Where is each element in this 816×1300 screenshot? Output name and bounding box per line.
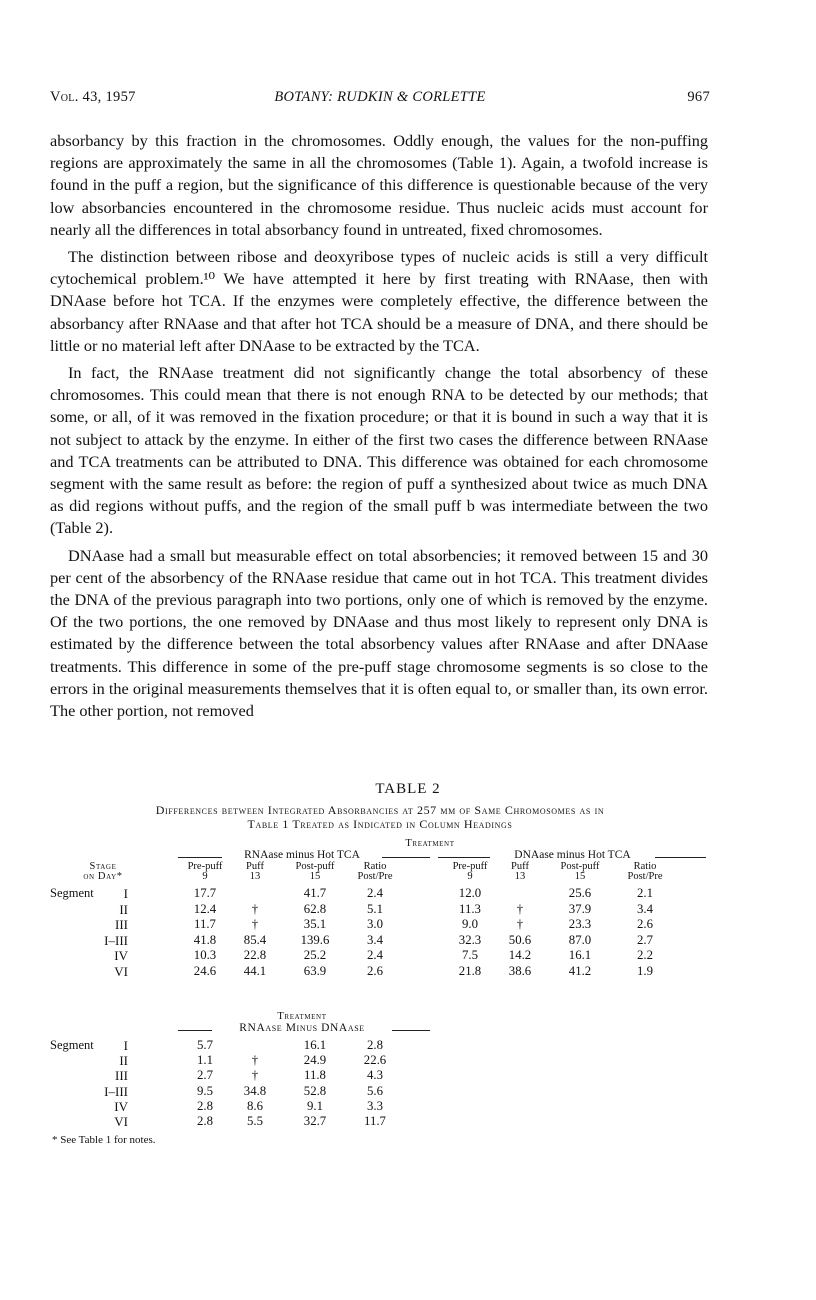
group1-label: RNAase minus Hot TCA [222,850,382,860]
table-cell: 25.2 [303,948,327,963]
table-cell: 37.9 [568,901,592,916]
column-header-sub: 15 [309,871,321,882]
table-cell: 11.3 [459,901,481,916]
table-cell: 5.1 [367,901,383,916]
table-cell: 87.0 [568,932,592,947]
table-cell: 63.9 [303,964,327,978]
table-cell: 2.2 [637,948,653,963]
table-cell: 24.9 [303,1053,327,1068]
table-cell: 2.8 [197,1114,213,1128]
table-cell: 22.6 [363,1053,387,1068]
table-cell: 41.2 [568,964,592,978]
table-cell: 2.8 [197,1098,213,1113]
table-cell: 2.6 [637,917,653,932]
table-cell: 34.8 [243,1083,267,1098]
table-cell: 7.5 [462,948,478,963]
table-caption-line: Table 1 Treated as Indicated in Column Headings [247,817,513,831]
table-cell: † [251,1068,259,1083]
segment-name: III [115,917,128,933]
table-cell: 52.8 [303,1083,327,1098]
segment-name: VI [114,1114,128,1129]
table-cell: 10.3 [193,948,217,963]
stage-label: Stage [89,861,117,872]
table-cell: 1.9 [637,964,653,978]
segment-name: I–III [104,932,128,948]
table-cell: 23.3 [568,917,592,932]
table-cell: † [251,901,259,916]
table-cell: 41.7 [303,886,327,900]
table-cell: 16.1 [303,1038,327,1052]
treatment-label: Treatment [405,838,455,849]
segment-name: IV [114,948,128,964]
paragraph: In fact, the RNAase treatment did not significantly change the total absorbency of these chromosomes. This could mean that there is not enough RNA to be detected by our methods; that some, or all, of it was removed in the fixation procedure; or that it is bound in such a way that it is not subject to attack by the enzyme. In either of the first two cases the difference between RNAase and TCA treatments can be attributed to DNA. This difference was obtained for each chromosome segment with the same result as before: the region of puff a synthesized about twice as much DNA as did regions without puffs, and the region of the small puff b was intermediate between the two (Table 2). [50,363,708,538]
paragraph: DNAase had a small but measurable effect on total absorbencies; it removed between 15 and 30 per cent of the absorbency of the RNAase residue that came out in hot TCA. This treatment divides the DNA of the previous paragraph into two portions, only one of which is removed by the enzyme. Of the two portions, the one removed by DNAase and thus most likely to represent only DNA is estimated by the difference between the total absorbency values after RNAase and after DNAase treatments. This difference in some of the pre-puff stage chromosome segments is so close to the errors in the original measurements themselves that it is often equal to, or smaller than, its own error. The other portion, not removed [50,545,708,721]
table-cell: 17.7 [193,886,217,900]
column-header-label: Ratio [363,861,387,872]
table-cell: 21.8 [458,964,482,978]
table-cell: 85.4 [243,932,267,947]
table-cell: 41.8 [193,932,217,947]
table-cell: 8.6 [247,1098,263,1113]
table-cell: 2.4 [367,886,383,900]
segment-name: IV [114,1098,128,1114]
paragraph: The distinction between ribose and deoxyribose types of nucleic acids is still a very difficult cytochemical problem.¹⁰ We have attempted it here by first treating with RNAase, then with DNAase before hot TCA. If the enzymes were completely effective, the difference between the absorbancy after RNAase and that after hot TCA should be a measure of DNA, and there should be little or no material left after DNAase to be extracted by the TCA. [50,247,708,355]
table-cell: 2.6 [367,964,383,978]
column-header-label: Pre-puff [452,861,488,872]
table-cell: 12.0 [458,886,482,900]
table-cell: 2.1 [637,886,653,900]
table-cell: 24.6 [193,964,217,978]
table-footnote: * See Table 1 for notes. [52,1134,156,1146]
table-cell: 62.8 [303,901,327,916]
segment-name: I [123,886,128,901]
column-header-label: Puff [511,861,529,872]
table-cell: 32.7 [303,1114,327,1128]
segment-name: II [119,1053,128,1069]
table-cell: 25.6 [568,886,592,900]
column-header-sub: 13 [514,871,526,882]
table-caption-line: Differences between Integrated Absorbancies at 257 mμ of Same Chromosomes as in [155,803,605,817]
segment-name: I [123,1038,128,1053]
paragraph: absorbancy by this fraction in the chromosomes. Oddly enough, the values for the non-puffing regions are approximately the same in all the chromosomes (Table 1). Again, a twofold increase is found in the puff a region, but the significance of this difference is questionable because of the very low absorbancies encountered in the chromosome residue. Thus nucleic acids must account for nearly all the differences in total absorbancy found in untreated, fixed chromosomes. [50,131,708,239]
table-cell: 2.7 [197,1068,213,1083]
table-cell: 2.7 [637,932,653,947]
running-title: BOTANY: RUDKIN & CORLETTE [274,89,486,105]
table-cell: 9.1 [307,1098,323,1113]
table-cell: 5.5 [247,1114,263,1128]
segment-name: II [119,901,128,917]
table-cell: 22.8 [243,948,267,963]
table-cell: 44.1 [243,964,267,978]
segment-label: Segment [50,886,94,900]
group2-label: DNAase minus Hot TCA [490,850,655,860]
table-cell: 2.8 [367,1038,383,1052]
treatment-label: Treatment [277,1011,327,1022]
column-header-label: Post-puff [295,861,335,872]
on-day-label: on Day* [83,871,123,882]
column-header-sub: Post/Pre [627,871,663,882]
table-cell: 139.6 [300,932,330,947]
column-header-label: Pre-puff [187,861,223,872]
body-text [50,130,708,727]
segment-label: Segment [50,1038,94,1052]
table-cell: 3.3 [367,1098,383,1113]
column-header-label: Post-puff [560,861,600,872]
table-caption [50,803,710,831]
table-cell: † [251,1053,259,1068]
column-header-label: Puff [246,861,264,872]
column-header-sub: 15 [574,871,586,882]
table-cell: 3.4 [637,901,653,916]
table-cell: 9.0 [462,917,478,932]
table-cell: † [516,917,524,932]
table-cell: 4.3 [367,1068,383,1083]
table-cell: 16.1 [568,948,592,963]
segment-name: III [115,1068,128,1084]
table-cell: † [516,901,524,916]
table-cell: 9.5 [197,1083,213,1098]
table-title: TABLE 2 [375,781,441,797]
table-cell: † [251,917,259,932]
segment-name: I–III [104,1083,128,1099]
column-header-label: Ratio [633,861,657,872]
column-header-sub: 13 [249,871,261,882]
table-cell: 5.6 [367,1083,383,1098]
column-header-sub: Post/Pre [357,871,393,882]
table-cell: 11.7 [364,1114,386,1128]
table-cell: 1.1 [197,1053,213,1068]
table-cell: 35.1 [303,917,327,932]
table-cell: 14.2 [508,948,532,963]
column-header-sub: 9 [467,871,473,882]
column-header-sub: 9 [202,871,208,882]
volume-label: Vol. 43, 1957 [50,89,136,105]
segment-name: VI [114,964,128,979]
table-cell: 32.3 [458,932,482,947]
table-cell: 2.4 [367,948,383,963]
table-cell: 5.7 [197,1038,213,1052]
group3-label: RNAase Minus DNAase [212,1023,392,1033]
table-cell: 11.7 [194,917,216,932]
table-cell: 3.0 [367,917,383,932]
table-cell: 3.4 [367,932,383,947]
table-cell: 50.6 [508,932,532,947]
table-cell: 11.8 [304,1068,326,1083]
running-header [50,89,710,109]
table-cell: 38.6 [508,964,532,978]
table-cell: 12.4 [193,901,217,916]
page-number: 967 [687,89,710,105]
